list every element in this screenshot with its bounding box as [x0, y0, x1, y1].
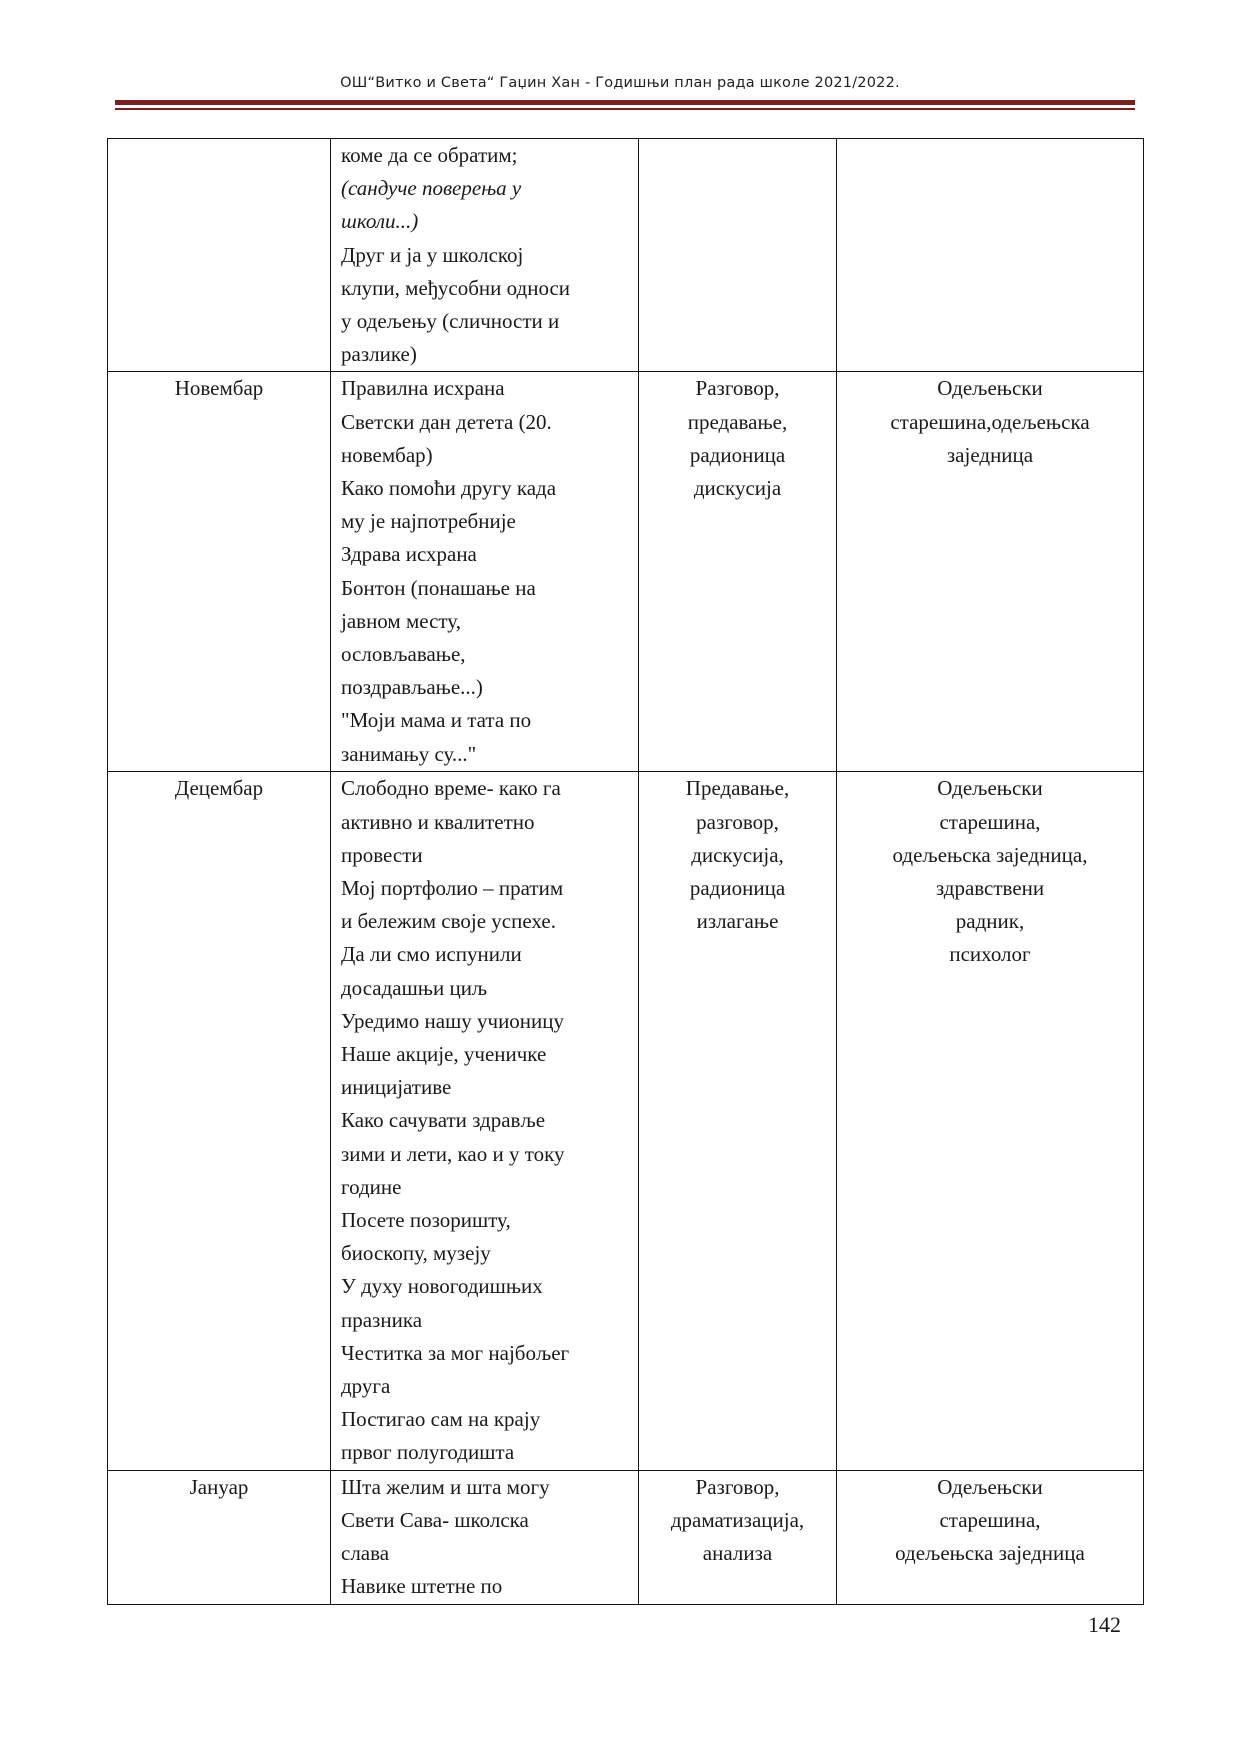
month-label: Децембар — [174, 776, 264, 801]
topic-line: јавном месту, — [341, 608, 461, 633]
topic-line: досадашњи циљ — [341, 975, 488, 1000]
method-line: разговор, — [696, 809, 779, 834]
table-row — [108, 372, 1144, 772]
table-row — [108, 1470, 1144, 1604]
topics-cell — [331, 372, 639, 772]
topic-line: иницијативе — [341, 1075, 452, 1100]
topics-cell — [331, 139, 639, 372]
participant-line: заједница — [946, 442, 1034, 467]
topic-line: Шта желим и шта могу — [341, 1474, 550, 1499]
topic-line: (сандуче поверења у — [341, 176, 522, 201]
topic-line: Свети Сава- школска — [341, 1507, 529, 1532]
topic-line: Постигао сам на крају — [341, 1407, 541, 1432]
topic-line: у одељењу (сличности и — [341, 309, 560, 334]
participant-line: радник, — [955, 909, 1025, 934]
month-cell — [108, 772, 331, 1470]
topic-line: друга — [341, 1374, 391, 1399]
method-line: Предавање, — [685, 776, 790, 801]
topic-line: Бонтон (понашање на — [341, 575, 536, 600]
month-label: Јануар — [189, 1474, 249, 1499]
participant-line: психолог — [949, 942, 1031, 967]
topic-line: Наше акције, ученичке — [341, 1042, 547, 1067]
topic-line: занимању су..." — [341, 741, 477, 766]
participant-line: одељењска заједница, — [892, 842, 1088, 867]
topic-line: Честитка за мог најбољег — [341, 1340, 570, 1365]
topic-line: ословљавање, — [341, 642, 466, 667]
topic-line: разлике) — [341, 342, 417, 367]
topic-line: Како помоћи другу када — [341, 476, 557, 501]
methods-cell — [639, 139, 837, 372]
topic-line: Светски дан детета (20. — [341, 409, 552, 434]
topics-cell — [331, 1470, 639, 1604]
participants-cell — [837, 1470, 1144, 1604]
topic-line: школи...) — [341, 209, 419, 234]
method-line: предавање, — [687, 409, 788, 434]
topic-line: празника — [341, 1307, 423, 1332]
topic-line: Уредимо нашу учионицу — [341, 1008, 565, 1033]
topic-line: и бележим своје успехе. — [341, 909, 556, 934]
topic-line: "Моји мама и тата по — [341, 708, 532, 733]
participant-line: Одељењски — [937, 376, 1043, 401]
participants-cell — [837, 139, 1144, 372]
topic-line: године — [341, 1174, 402, 1199]
topic-line: му је најпотребније — [341, 509, 516, 534]
topic-line: активно и квалитетно — [341, 809, 535, 834]
methods-cell — [639, 372, 837, 772]
method-line: излагање — [696, 909, 779, 934]
methods-cell — [639, 772, 837, 1470]
topic-line: провести — [341, 842, 423, 867]
participant-line: Одељењски — [937, 776, 1043, 801]
month-cell — [108, 139, 331, 372]
topics-cell — [331, 772, 639, 1470]
topic-line: слава — [341, 1541, 390, 1566]
header-rule-thin — [115, 108, 1135, 110]
month-cell — [108, 372, 331, 772]
participant-line: старешина, — [939, 809, 1041, 834]
participant-line: старешина,одељењска — [890, 409, 1090, 434]
participants-cell — [837, 772, 1144, 1470]
participant-line: одељењска заједница — [895, 1541, 1085, 1566]
method-line: дискусија, — [691, 842, 784, 867]
method-line: анализа — [702, 1541, 773, 1566]
month-label: Новембар — [174, 376, 264, 401]
topic-line: Правилна исхрана — [341, 376, 505, 401]
topic-line: Слободно време- како га — [341, 776, 561, 801]
table-row — [108, 772, 1144, 1470]
topic-line: клупи, међусобни односи — [341, 275, 571, 300]
method-line: Разговор, — [695, 376, 780, 401]
participant-line: Одељењски — [937, 1474, 1043, 1499]
topic-line: првог полугодишта — [341, 1440, 515, 1465]
participants-cell — [837, 372, 1144, 772]
month-cell — [108, 1470, 331, 1604]
topic-line: Друг и ја у школској — [341, 242, 524, 267]
topic-line: Да ли смо испунили — [341, 942, 522, 967]
participant-line: старешина, — [939, 1507, 1041, 1532]
topic-line: зими и лети, као и у току — [341, 1141, 565, 1166]
method-line: драматизација, — [670, 1507, 805, 1532]
page-header: ОШ“Витко и Света“ Гаџин Хан - Годишњи план рада школе 2021/2022. — [340, 75, 900, 91]
method-line: дискусија — [693, 476, 782, 501]
topic-line: Здрава исхрана — [341, 542, 477, 567]
page-number: 142 — [1088, 1612, 1121, 1637]
header-rule-thick — [115, 100, 1135, 105]
topic-line: новембар) — [341, 442, 433, 467]
method-line: радионица — [689, 876, 786, 901]
methods-cell — [639, 1470, 837, 1604]
topic-line: биоскопу, музеју — [341, 1241, 491, 1266]
topic-line: Навике штетне по — [341, 1574, 503, 1599]
method-line: радионица — [689, 442, 786, 467]
topic-line: поздрављање...) — [341, 675, 483, 700]
table-row — [108, 139, 1144, 372]
plan-table — [107, 138, 1144, 1605]
topic-line: У духу новогодишњих — [341, 1274, 543, 1299]
topic-line: Како сачувати здравље — [341, 1108, 546, 1133]
topic-line: Посете позоришту, — [341, 1208, 511, 1233]
topic-line: Мој портфолио – пратим — [341, 876, 564, 901]
participant-line: здравствени — [935, 876, 1045, 901]
topic-line: коме да се обратим; — [341, 143, 518, 167]
method-line: Разговор, — [695, 1474, 780, 1499]
